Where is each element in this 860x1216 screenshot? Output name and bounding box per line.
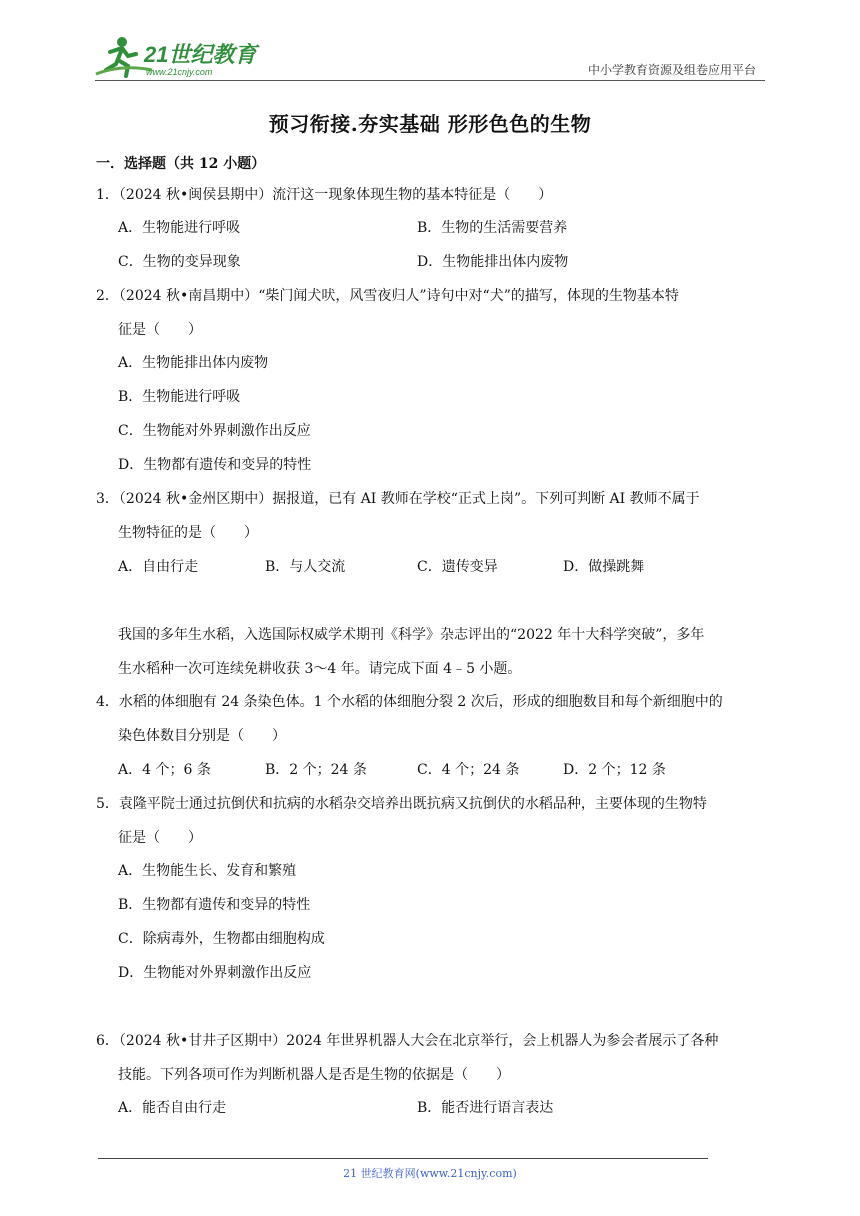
header-platform-text: 中小学教育资源及组卷应用平台 bbox=[587, 63, 756, 77]
question-4-text-cont: 染色体数目分别是（ ） bbox=[118, 728, 286, 744]
question-6-text-cont: 技能。下列各项可作为判断机器人是否是生物的依据是（ ） bbox=[118, 1067, 510, 1083]
header-divider bbox=[95, 80, 765, 81]
q3-option-a: A．自由行走 bbox=[118, 559, 199, 575]
site-logo bbox=[92, 34, 262, 80]
svg-text:21世纪教育: 21世纪教育 bbox=[144, 42, 257, 67]
q2-option-a: A．生物能排出体内废物 bbox=[118, 355, 269, 371]
q2-option-d: D．生物都有遗传和变异的特性 bbox=[118, 457, 312, 473]
section-title: 一．选择题（共 12 小题） bbox=[96, 156, 266, 172]
q5-option-b: B．生物都有遗传和变异的特性 bbox=[118, 897, 311, 913]
q4-option-b: B．2 个；24 条 bbox=[265, 762, 367, 778]
q4-option-a: A．4 个；6 条 bbox=[118, 762, 211, 778]
runner-logo-icon bbox=[92, 34, 262, 80]
question-2-text: 2．（2024 秋•南昌期中）“柴门闻犬吠，风雪夜归人”诗句中对“犬”的描写，体现的生物基本特 bbox=[96, 288, 679, 304]
svg-text:www.21cnjy.com: www.21cnjy.com bbox=[146, 67, 213, 77]
question-5-text: 5．袁隆平院士通过抗倒伏和抗病的水稻杂交培养出既抗病又抗倒伏的水稻品种，主要体现的生物特 bbox=[96, 796, 707, 812]
q6-option-a: A．能否自由行走 bbox=[118, 1100, 227, 1116]
question-2-text-cont: 征是（ ） bbox=[118, 322, 202, 338]
question-3-text: 3．（2024 秋•金州区期中）据报道，已有 AI 教师在学校“正式上岗”。下列可判断 AI 教师不属于 bbox=[96, 491, 700, 507]
q1-option-a: A．生物能进行呼吸 bbox=[118, 220, 241, 236]
q5-option-c: C．除病毒外，生物都由细胞构成 bbox=[118, 931, 325, 947]
q2-option-b: B．生物能进行呼吸 bbox=[118, 389, 241, 405]
q3-option-d: D．做操跳舞 bbox=[563, 559, 645, 575]
question-1-text: 1．（2024 秋•闽侯县期中）流汗这一现象体现生物的基本特征是（ ） bbox=[96, 187, 553, 203]
q1-option-b: B．生物的生活需要营养 bbox=[417, 220, 568, 236]
question-3-text-cont: 生物特征的是（ ） bbox=[118, 525, 258, 541]
question-5-text-cont: 征是（ ） bbox=[118, 830, 202, 846]
q4-option-d: D．2 个；12 条 bbox=[563, 762, 666, 778]
q3-option-b: B．与人交流 bbox=[265, 559, 346, 575]
q4-option-c: C．4 个；24 条 bbox=[417, 762, 520, 778]
q5-option-d: D．生物能对外界刺激作出反应 bbox=[118, 965, 312, 981]
passage-line-2: 生水稻种一次可连续免耕收获 3～4 年。请完成下面 4﹣5 小题。 bbox=[118, 661, 522, 677]
q3-option-c: C．遗传变异 bbox=[417, 559, 498, 575]
q2-option-c: C．生物能对外界刺激作出反应 bbox=[118, 423, 311, 439]
document-title: 预习衔接.夯实基础 形形色色的生物 bbox=[268, 112, 592, 136]
q6-option-b: B．能否进行语言表达 bbox=[417, 1100, 554, 1116]
footer-divider bbox=[98, 1158, 708, 1159]
q1-option-c: C．生物的变异现象 bbox=[118, 254, 241, 270]
q5-option-a: A．生物能生长、发育和繁殖 bbox=[118, 863, 297, 879]
passage-line-1: 我国的多年生水稻，入选国际权威学术期刊《科学》杂志评出的“2022 年十大科学突破”，多年 bbox=[118, 627, 705, 643]
question-6-text: 6．（2024 秋•甘井子区期中）2024 年世界机器人大会在北京举行，会上机器人为参会者展示了各种 bbox=[96, 1033, 719, 1049]
question-4-text: 4．水稻的体细胞有 24 条染色体。1 个水稻的体细胞分裂 2 次后，形成的细胞数目和每个新细胞中的 bbox=[96, 694, 723, 710]
footer-link[interactable]: 21 世纪教育网(www.21cnjy.com) bbox=[343, 1167, 517, 1180]
q1-option-d: D．生物能排出体内废物 bbox=[417, 254, 569, 270]
